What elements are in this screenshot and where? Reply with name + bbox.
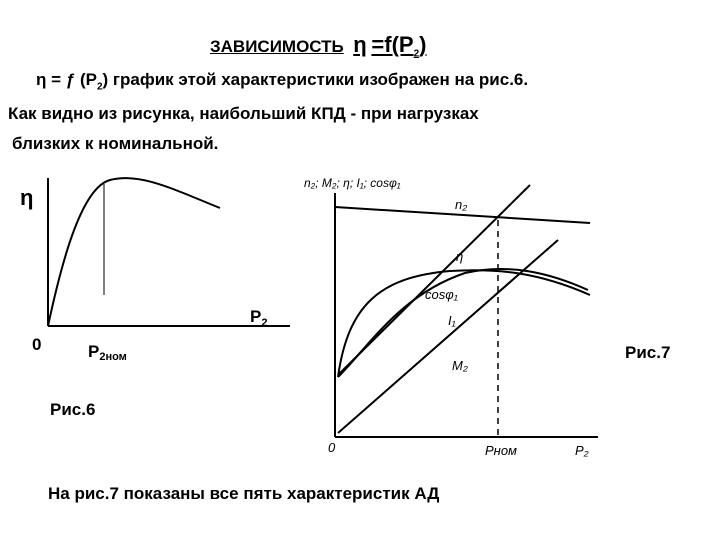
- fig6-x-mark: P2ном: [88, 342, 127, 363]
- figure-6: [0, 160, 300, 390]
- figure-6-caption: Рис.6: [50, 400, 96, 419]
- title-close: ): [419, 32, 427, 57]
- fig7-x-mark: Pном: [485, 443, 517, 458]
- fig7-eta-label: η: [456, 249, 464, 264]
- fig7-m2-label: M₂: [452, 358, 468, 373]
- fig7-x-label: P₂: [575, 443, 589, 458]
- figure-7: [300, 165, 610, 475]
- line1-sub: 2: [96, 81, 103, 93]
- line1-eta: η: [36, 70, 47, 89]
- fig7-i1-label: I₁: [448, 313, 456, 328]
- fig6-x-label: $P_2$: [250, 307, 268, 329]
- text-line-2: Как видно из рисунка, наибольший КПД - при нагрузках: [8, 104, 479, 123]
- fig7-m2-curve: [338, 240, 558, 433]
- fig6-efficiency-curve: [48, 178, 220, 326]
- fig6-origin: 0: [32, 335, 42, 354]
- line1-eq: = ƒ (P: [51, 70, 97, 89]
- text-line-3: близких к номинальной.: [12, 134, 219, 153]
- fig6-y-label: η: [20, 185, 34, 210]
- line1-rest: ) график этой характеристики изображен на рис.6.: [102, 70, 529, 89]
- fig7-cos-label: cosφ₁: [425, 287, 458, 302]
- title-eta: η: [353, 32, 367, 57]
- fig7-n2-label: n₂: [455, 197, 468, 212]
- figure-7-caption: Рис.7: [625, 343, 671, 362]
- text-line-1: [36, 70, 528, 92]
- bottom-text: На рис.7 показаны все пять характеристик АД: [48, 484, 440, 503]
- title-eq: =f(P: [371, 32, 414, 57]
- title-prefix: ЗАВИСИМОСТЬ: [210, 37, 344, 56]
- fig7-origin: 0: [328, 440, 336, 455]
- fig7-y-label: n₂; M₂; η; I₁; cosφ₁: [304, 176, 401, 190]
- page-title: [210, 32, 426, 59]
- title-sub: 2: [413, 48, 420, 60]
